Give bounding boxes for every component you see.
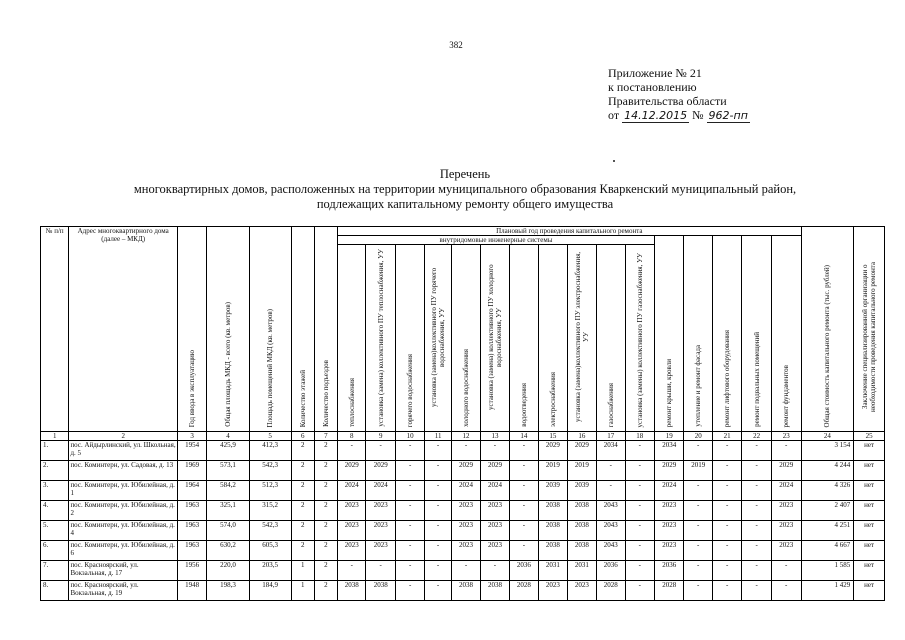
appendix-line-1: Приложение № 21: [608, 66, 702, 80]
header-entrances: Количество подъездов: [314, 227, 337, 432]
header-total-cost: Общая стоимость капитального ремонта (тыс. рублей): [801, 227, 854, 432]
table-cell: 325,1: [207, 501, 249, 521]
header-hot-water-meter: установка (замена)коллективного ПУ горячего водоснабжения, УУ: [425, 245, 451, 432]
table-cell: -: [395, 521, 424, 541]
table-cell: -: [742, 561, 771, 581]
table-cell: -: [625, 461, 654, 481]
column-number: 11: [425, 432, 451, 441]
table-cell: -: [425, 461, 451, 481]
header-premises-area: Площадь помещений МКД (кв. метров): [249, 227, 291, 432]
table-cell: 1963: [177, 501, 206, 521]
table-cell: 2019: [567, 461, 596, 481]
table-cell: 2036: [655, 561, 684, 581]
table-cell: 1: [291, 581, 314, 601]
table-cell: нет: [854, 461, 885, 481]
row-number-cell: 1.: [41, 441, 69, 461]
table-cell: -: [684, 521, 712, 541]
table-row: [41, 561, 885, 581]
table-cell: 2036: [597, 561, 625, 581]
table-cell: -: [712, 461, 741, 481]
table-cell: 2028: [597, 581, 625, 601]
table-cell: 2: [291, 501, 314, 521]
table-cell: 1964: [177, 481, 206, 501]
table-cell: 1969: [177, 461, 206, 481]
table-cell: 2023: [366, 501, 395, 521]
column-number: 3: [177, 432, 206, 441]
address-cell: пос. Красноярский, ул. Вокзальная, д. 19: [69, 581, 178, 601]
table-body: [41, 227, 885, 601]
address-cell: пос. Коминтерн, ул. Юбилейная, д. 6: [69, 541, 178, 561]
table-cell: -: [597, 481, 625, 501]
table-cell: 2038: [366, 581, 395, 601]
header-engineering-systems: внутридомовые инженерные системы: [338, 236, 655, 245]
header-gas: газоснабжения: [597, 245, 625, 432]
table-cell: 2029: [451, 461, 480, 481]
table-cell: 2024: [655, 481, 684, 501]
table-cell: нет: [854, 581, 885, 601]
header-gas-meter: установка (замены) коллективного ПУ газоснабжения, УУ: [625, 245, 654, 432]
table-cell: -: [771, 441, 801, 461]
table-cell: 2024: [771, 481, 801, 501]
row-number-cell: 2.: [41, 461, 69, 481]
table-cell: 2023: [366, 521, 395, 541]
table-cell: -: [625, 561, 654, 581]
header-electricity-meter: установка (замена)коллективного ПУ электроснабжения, УУ: [567, 245, 596, 432]
header-sewerage: водоотведения: [509, 245, 538, 432]
table-cell: 2029: [771, 461, 801, 481]
table-cell: 2031: [539, 561, 567, 581]
table-cell: -: [509, 541, 538, 561]
table-cell: -: [712, 581, 741, 601]
header-floors: Количество этажей: [291, 227, 314, 432]
table-cell: 2: [314, 541, 337, 561]
column-number: 17: [597, 432, 625, 441]
table-cell: -: [451, 441, 480, 461]
column-number: 8: [338, 432, 366, 441]
table-cell: -: [625, 521, 654, 541]
table-cell: 2031: [567, 561, 596, 581]
table-cell: 2: [291, 481, 314, 501]
table-cell: нет: [854, 541, 885, 561]
address-cell: пос. Коминтерн, ул. Юбилейная, д. 2: [69, 501, 178, 521]
table-cell: -: [425, 521, 451, 541]
table-cell: 2043: [597, 541, 625, 561]
table-cell: 630,2: [207, 541, 249, 561]
table-cell: 1948: [177, 581, 206, 601]
table-cell: 605,3: [249, 541, 291, 561]
table-cell: 4 667: [801, 541, 854, 561]
table-cell: 2029: [567, 441, 596, 461]
table-cell: 2: [314, 481, 337, 501]
table-cell: 2023: [451, 541, 480, 561]
table-cell: -: [684, 501, 712, 521]
table-cell: -: [509, 501, 538, 521]
table-cell: -: [684, 481, 712, 501]
table-cell: -: [625, 481, 654, 501]
header-facade: утепление и ремонт фасада: [684, 236, 712, 432]
table-cell: 512,3: [249, 481, 291, 501]
header-address: Адрес многоквартирного дома (далее – МКД): [69, 227, 178, 432]
column-number: 21: [712, 432, 741, 441]
address-cell: пос. Коминтерн, ул. Юбилейная, д. 1: [69, 481, 178, 501]
column-number: 20: [684, 432, 712, 441]
table-cell: 2023: [539, 581, 567, 601]
table-cell: 2023: [338, 521, 366, 541]
table-cell: 2019: [684, 461, 712, 481]
table-cell: -: [684, 541, 712, 561]
appendix-line-2: к постановлению: [608, 80, 697, 94]
table-cell: 2023: [481, 501, 509, 521]
row-number-cell: 3.: [41, 481, 69, 501]
table-cell: 2: [314, 561, 337, 581]
table-cell: 2023: [338, 501, 366, 521]
column-number: 18: [625, 432, 654, 441]
table-cell: 2024: [338, 481, 366, 501]
table-cell: -: [712, 521, 741, 541]
table-cell: -: [451, 561, 480, 581]
column-number: 7: [314, 432, 337, 441]
table-cell: 2038: [539, 521, 567, 541]
table-cell: 2: [291, 521, 314, 541]
table-cell: 2043: [597, 521, 625, 541]
table-cell: 2029: [655, 461, 684, 481]
row-number-cell: 4.: [41, 501, 69, 521]
header-hot-water: горячего водоснабжения: [395, 245, 424, 432]
table-cell: 2: [291, 441, 314, 461]
table-cell: 2039: [539, 481, 567, 501]
column-number: 2: [69, 432, 178, 441]
column-number: 5: [249, 432, 291, 441]
table-cell: -: [684, 581, 712, 601]
table-cell: 2034: [597, 441, 625, 461]
column-number: 23: [771, 432, 801, 441]
document-title: [80, 167, 850, 212]
table-cell: 2028: [655, 581, 684, 601]
column-number: 10: [395, 432, 424, 441]
table-cell: 2029: [366, 461, 395, 481]
table-cell: нет: [854, 481, 885, 501]
table-cell: 584,2: [207, 481, 249, 501]
table-cell: -: [395, 441, 424, 461]
table-cell: -: [771, 561, 801, 581]
table-cell: 2029: [338, 461, 366, 481]
table-cell: нет: [854, 501, 885, 521]
table-cell: 574,0: [207, 521, 249, 541]
column-number: 25: [854, 432, 885, 441]
scan-speck: [613, 160, 615, 162]
table-cell: 2023: [655, 521, 684, 541]
table-cell: -: [712, 561, 741, 581]
table-cell: 2029: [539, 441, 567, 461]
table-cell: 1954: [177, 441, 206, 461]
table-row: [41, 541, 885, 561]
table-cell: 2024: [481, 481, 509, 501]
column-number: 4: [207, 432, 249, 441]
appendix-line-3: Правительства области: [608, 94, 727, 108]
table-cell: -: [712, 501, 741, 521]
table-row: [41, 581, 885, 601]
header-heating-meter: установка (замена) коллективного ПУ теплоснабжения, УУ: [366, 245, 395, 432]
table-cell: 198,3: [207, 581, 249, 601]
table-cell: -: [742, 521, 771, 541]
table-cell: -: [395, 561, 424, 581]
table-cell: 2023: [655, 501, 684, 521]
table-cell: -: [742, 541, 771, 561]
table-cell: 2028: [509, 581, 538, 601]
header-basement: ремонт подвальных помещений: [742, 236, 771, 432]
address-cell: пос. Красноярский, ул. Вокзальная, д. 17: [69, 561, 178, 581]
header-cold-water: холодного водоснабжения: [451, 245, 480, 432]
table-cell: 3 154: [801, 441, 854, 461]
header-heating: теплоснабжения: [338, 245, 366, 432]
table-cell: -: [625, 541, 654, 561]
table-cell: -: [509, 521, 538, 541]
header-conclusion: Заключение специализированной организации о необходимости проведения капитального ремонта: [854, 227, 885, 432]
table-cell: нет: [854, 441, 885, 461]
header-elevator: ремонт лифтового оборудования: [712, 236, 741, 432]
table-cell: -: [395, 541, 424, 561]
row-number-cell: 5.: [41, 521, 69, 541]
table-cell: 2023: [771, 501, 801, 521]
table-cell: 1 585: [801, 561, 854, 581]
table-cell: 2023: [655, 541, 684, 561]
header-planned-year: Плановый год проведения капитального ремонта: [338, 227, 802, 236]
table-cell: -: [395, 501, 424, 521]
table-cell: 2038: [567, 501, 596, 521]
table-row: [41, 461, 885, 481]
appendix-block: [608, 66, 750, 123]
table-cell: 2: [291, 541, 314, 561]
column-number: 9: [366, 432, 395, 441]
column-number: 16: [567, 432, 596, 441]
date-prefix: от: [608, 108, 620, 122]
table-cell: 2023: [338, 541, 366, 561]
table-cell: -: [338, 561, 366, 581]
table-cell: 2023: [451, 521, 480, 541]
table-cell: -: [425, 441, 451, 461]
column-number: 24: [801, 432, 854, 441]
table-cell: 2: [314, 461, 337, 481]
column-number: 19: [655, 432, 684, 441]
table-cell: -: [366, 561, 395, 581]
table-cell: 2: [291, 461, 314, 481]
number-sign: №: [692, 108, 704, 122]
table-cell: -: [338, 441, 366, 461]
table-cell: 2034: [655, 441, 684, 461]
table-cell: 2038: [539, 501, 567, 521]
table-cell: нет: [854, 561, 885, 581]
table-cell: -: [395, 461, 424, 481]
table-cell: -: [742, 461, 771, 481]
table-cell: 2038: [338, 581, 366, 601]
table-cell: -: [742, 441, 771, 461]
table-cell: 184,9: [249, 581, 291, 601]
table-cell: 2029: [481, 461, 509, 481]
table-row: [41, 481, 885, 501]
header-electricity: электроснабжения: [539, 245, 567, 432]
table-cell: 2023: [366, 541, 395, 561]
header-cold-water-meter: установка (замена) коллективного ПУ холодного водоснабжения, УУ: [481, 245, 509, 432]
column-number: 1: [41, 432, 69, 441]
table-cell: -: [625, 581, 654, 601]
table-cell: -: [481, 441, 509, 461]
column-number: 14: [509, 432, 538, 441]
address-cell: пос. Коминтерн, ул. Юбилейная, д. 4: [69, 521, 178, 541]
table-cell: 4 326: [801, 481, 854, 501]
table-cell: 412,3: [249, 441, 291, 461]
table-cell: 2023: [771, 541, 801, 561]
column-number: 6: [291, 432, 314, 441]
table-cell: -: [742, 481, 771, 501]
repair-schedule-table: [40, 226, 885, 601]
table-cell: 2024: [366, 481, 395, 501]
column-number: 13: [481, 432, 509, 441]
table-cell: 1: [291, 561, 314, 581]
address-cell: пос. Айдырлинский, ул. Школьная, д. 5: [69, 441, 178, 461]
table-cell: -: [425, 541, 451, 561]
table-cell: 2036: [509, 561, 538, 581]
header-foundation: ремонт фундаментов: [771, 236, 801, 432]
table-cell: 542,3: [249, 521, 291, 541]
column-number: 15: [539, 432, 567, 441]
table-row: [41, 521, 885, 541]
table-row: [41, 441, 885, 461]
table-cell: 1 429: [801, 581, 854, 601]
table-cell: 2023: [481, 521, 509, 541]
table-cell: 2 407: [801, 501, 854, 521]
table-cell: нет: [854, 521, 885, 541]
table-cell: -: [625, 501, 654, 521]
table-cell: -: [395, 581, 424, 601]
table-cell: -: [712, 541, 741, 561]
appendix-date-line: [608, 108, 750, 123]
table-cell: -: [425, 581, 451, 601]
header-roof: ремонт крыши, кровли: [655, 236, 684, 432]
table-row: [41, 501, 885, 521]
table-cell: 573,1: [207, 461, 249, 481]
table-cell: 2039: [567, 481, 596, 501]
table-cell: -: [509, 441, 538, 461]
table-cell: 1956: [177, 561, 206, 581]
address-cell: пос. Коминтерн, ул. Садовая, д. 13: [69, 461, 178, 481]
table-cell: 203,5: [249, 561, 291, 581]
handwritten-date: 14.12.2015: [624, 109, 688, 122]
table-cell: -: [712, 441, 741, 461]
handwritten-number: 962-пп: [708, 109, 748, 122]
row-number-cell: 7.: [41, 561, 69, 581]
title-line-3: подлежащих капитальному ремонту общего имущества: [316, 197, 614, 211]
row-number-cell: 6.: [41, 541, 69, 561]
table-cell: 2038: [539, 541, 567, 561]
table-cell: 4 244: [801, 461, 854, 481]
table-cell: -: [366, 441, 395, 461]
table-cell: -: [742, 581, 771, 601]
table-cell: 2024: [451, 481, 480, 501]
table-cell: 2023: [481, 541, 509, 561]
table-cell: 1963: [177, 521, 206, 541]
table-cell: 2043: [597, 501, 625, 521]
header-year-built: Год ввода в эксплуатацию: [177, 227, 206, 432]
table-cell: -: [742, 501, 771, 521]
table-cell: -: [395, 481, 424, 501]
table-cell: 315,2: [249, 501, 291, 521]
table-cell: -: [684, 561, 712, 581]
table-cell: -: [481, 561, 509, 581]
table-cell: -: [509, 481, 538, 501]
table-cell: 2: [314, 581, 337, 601]
table-cell: 2038: [481, 581, 509, 601]
table-cell: 2023: [451, 501, 480, 521]
table-cell: -: [625, 441, 654, 461]
table-cell: 2: [314, 521, 337, 541]
table-cell: 220,0: [207, 561, 249, 581]
header-total-area: Общая площадь МКД - всего (кв. метров): [207, 227, 249, 432]
column-number: 22: [742, 432, 771, 441]
table-cell: 2038: [567, 521, 596, 541]
page-number: 382: [449, 40, 463, 50]
title-line-1: Перечень: [439, 167, 491, 181]
table-cell: -: [771, 581, 801, 601]
table-cell: 1963: [177, 541, 206, 561]
table-cell: 2019: [539, 461, 567, 481]
row-number-cell: 8.: [41, 581, 69, 601]
table-cell: 2023: [567, 581, 596, 601]
table-cell: -: [509, 461, 538, 481]
table-cell: 2: [314, 501, 337, 521]
table-cell: 4 251: [801, 521, 854, 541]
table-cell: -: [425, 501, 451, 521]
table-cell: -: [425, 481, 451, 501]
column-number: 12: [451, 432, 480, 441]
table-cell: 542,3: [249, 461, 291, 481]
table-cell: 425,9: [207, 441, 249, 461]
title-line-2: многоквартирных домов, расположенных на территории муниципального образования Кваркенский муниципальный район,: [133, 182, 797, 196]
header-row-group: [41, 227, 885, 236]
table-cell: -: [425, 561, 451, 581]
table-cell: -: [712, 481, 741, 501]
column-number-row: [41, 432, 885, 441]
header-num: № п/п: [41, 227, 69, 432]
table-cell: 2038: [567, 541, 596, 561]
table-cell: -: [684, 441, 712, 461]
table-cell: 2023: [771, 521, 801, 541]
table-cell: -: [597, 461, 625, 481]
table-cell: 2038: [451, 581, 480, 601]
table-cell: 2: [314, 441, 337, 461]
